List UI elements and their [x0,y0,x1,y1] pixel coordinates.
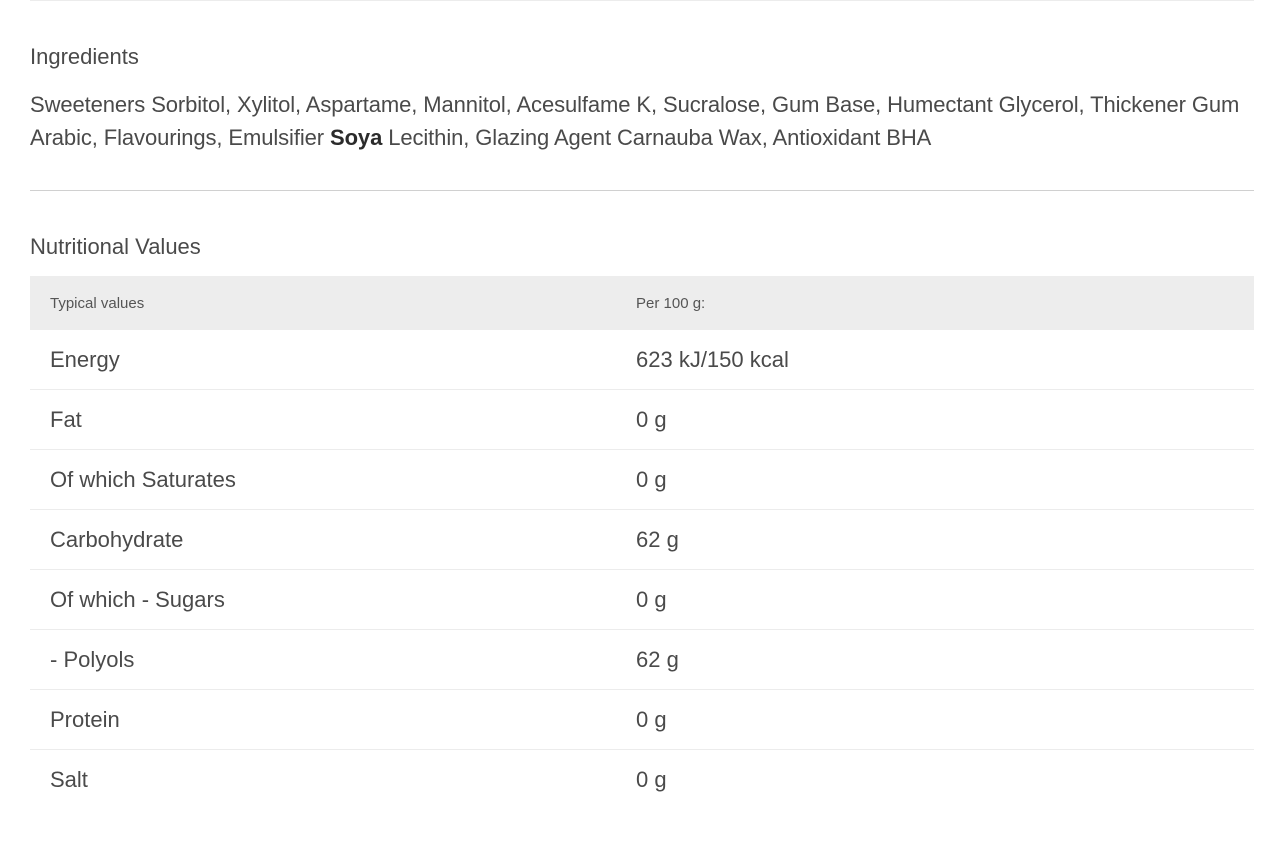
table-header-row [30,276,1254,330]
nutrient-value: 62 g [616,510,1254,570]
nutrient-label: Protein [30,690,616,750]
nutrient-value: 0 g [636,766,667,792]
table-row [30,510,1254,570]
table-row [30,750,1254,810]
nutrient-value: 0 g [616,570,1254,630]
nutrient-value: 0 g [616,450,1254,510]
nutrient-label: Salt [50,766,88,792]
table-row [30,390,1254,450]
nutrition-table [30,276,1254,809]
ingredients-text-part: Lecithin, Glazing Agent Carnauba Wax, Antioxidant BHA [382,125,932,150]
nutrient-label: Of which - Sugars [30,570,616,630]
nutrient-value: 62 g [616,630,1254,690]
section-divider [30,190,1254,191]
product-details [30,0,1254,809]
nutrient-label: Carbohydrate [30,510,616,570]
nutrient-value: 623 kJ/150 kcal [616,330,1254,390]
column-header-typical-values: Typical values [30,276,616,330]
table-row [30,630,1254,690]
table-row [30,450,1254,510]
nutrient-label: Energy [30,330,616,390]
ingredients-text [30,88,1254,154]
nutrient-label: - Polyols [30,630,616,690]
table-row [30,570,1254,630]
column-header-per-100g: Per 100 g: [616,276,1254,330]
allergen-highlight: Soya [330,125,383,150]
nutrient-label: Of which Saturates [30,450,616,510]
ingredients-heading: Ingredients [30,44,139,69]
ingredients-text-part: Sweeteners Sorbitol, Xylitol, Aspartame, Mannitol, Acesulfame K, Sucralose, Gum Base, Humectant Glycerol, Thickener Gum Arabic, Flavourings, Emulsifier [30,92,1240,150]
nutrient-value: 0 g [616,690,1254,750]
table-row [30,330,1254,390]
nutrient-value: 0 g [616,390,1254,450]
table-row [30,690,1254,750]
nutrition-heading: Nutritional Values [30,234,201,259]
nutrient-label: Fat [30,390,616,450]
